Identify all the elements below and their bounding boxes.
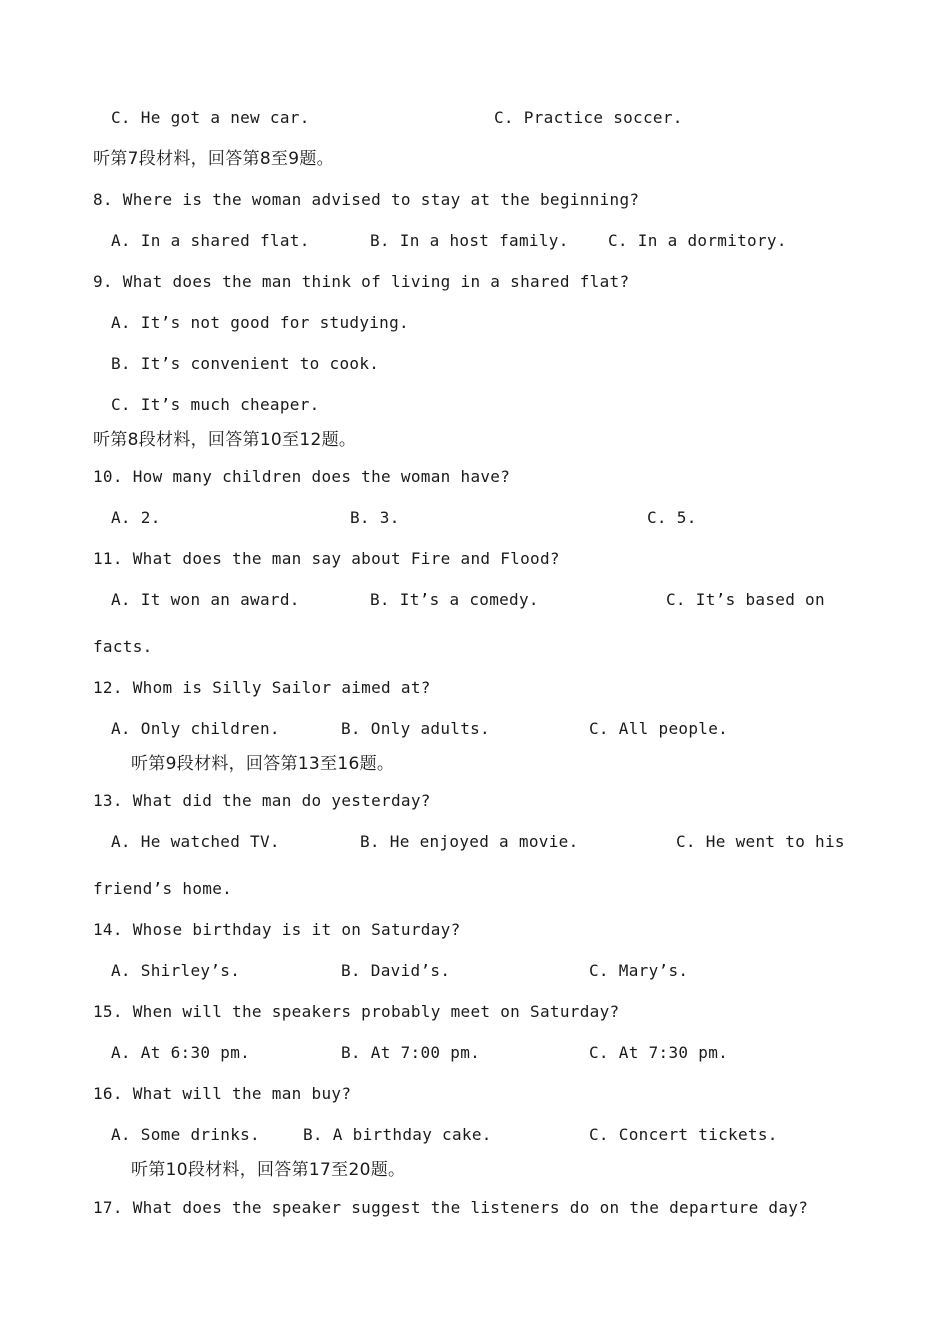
option-b: B. In a host family.: [370, 231, 569, 250]
option-a: A. Shirley’s.: [111, 961, 241, 980]
option-a: A. It’s not good for studying.: [111, 313, 409, 332]
option-c: C. At 7:30 pm.: [589, 1043, 729, 1062]
option-b: B. David’s.: [341, 961, 451, 980]
question-13: 13. What did the man do yesterday?: [93, 791, 431, 810]
option-a: A. He watched TV.: [111, 832, 280, 851]
question-9: 9. What does the man think of living in a shared flat?: [93, 272, 630, 291]
option-b: B. It’s convenient to cook.: [111, 354, 380, 373]
option-c-continuation: friend’s home.: [93, 879, 233, 898]
question-12: 12. Whom is Silly Sailor aimed at?: [93, 678, 431, 697]
section-instruction: 听第8段材料，回答第10至12题。: [93, 430, 357, 450]
option-c: C. Mary’s.: [589, 961, 689, 980]
question-11: 11. What does the man say about Fire and Flood?: [93, 549, 560, 568]
option-c: C. He got a new car.: [111, 108, 310, 127]
option-b: B. At 7:00 pm.: [341, 1043, 481, 1062]
option-c: C. It’s based on: [666, 590, 825, 609]
option-c: C. 5.: [647, 508, 697, 527]
option-c: C. In a dormitory.: [608, 231, 787, 250]
option-b: B. Only adults.: [341, 719, 490, 738]
question-16: 16. What will the man buy?: [93, 1084, 352, 1103]
question-8: 8. Where is the woman advised to stay at the beginning?: [93, 190, 640, 209]
question-14: 14. Whose birthday is it on Saturday?: [93, 920, 461, 939]
option-c: C. All people.: [589, 719, 729, 738]
option-a: A. It won an award.: [111, 590, 300, 609]
question-15: 15. When will the speakers probably meet on Saturday?: [93, 1002, 620, 1021]
option-c: C. He went to his: [676, 832, 845, 851]
option-a: A. 2.: [111, 508, 161, 527]
section-instruction: 听第10段材料，回答第17至20题。: [131, 1160, 406, 1180]
question-10: 10. How many children does the woman have?: [93, 467, 511, 486]
option-c-continuation: facts.: [93, 637, 153, 656]
option-b: B. It’s a comedy.: [370, 590, 539, 609]
section-instruction: 听第9段材料，回答第13至16题。: [131, 754, 395, 774]
option-c: C. Practice soccer.: [494, 108, 683, 127]
question-17: 17. What does the speaker suggest the listeners do on the departure day?: [93, 1198, 809, 1217]
option-b: B. A birthday cake.: [303, 1125, 492, 1144]
option-a: A. Some drinks.: [111, 1125, 260, 1144]
option-b: B. He enjoyed a movie.: [360, 832, 579, 851]
option-c: C. Concert tickets.: [589, 1125, 778, 1144]
option-a: A. Only children.: [111, 719, 280, 738]
section-instruction: 听第7段材料，回答第8至9题。: [93, 149, 334, 169]
option-c: C. It’s much cheaper.: [111, 395, 320, 414]
option-a: A. At 6:30 pm.: [111, 1043, 251, 1062]
option-b: B. 3.: [350, 508, 400, 527]
option-a: A. In a shared flat.: [111, 231, 310, 250]
